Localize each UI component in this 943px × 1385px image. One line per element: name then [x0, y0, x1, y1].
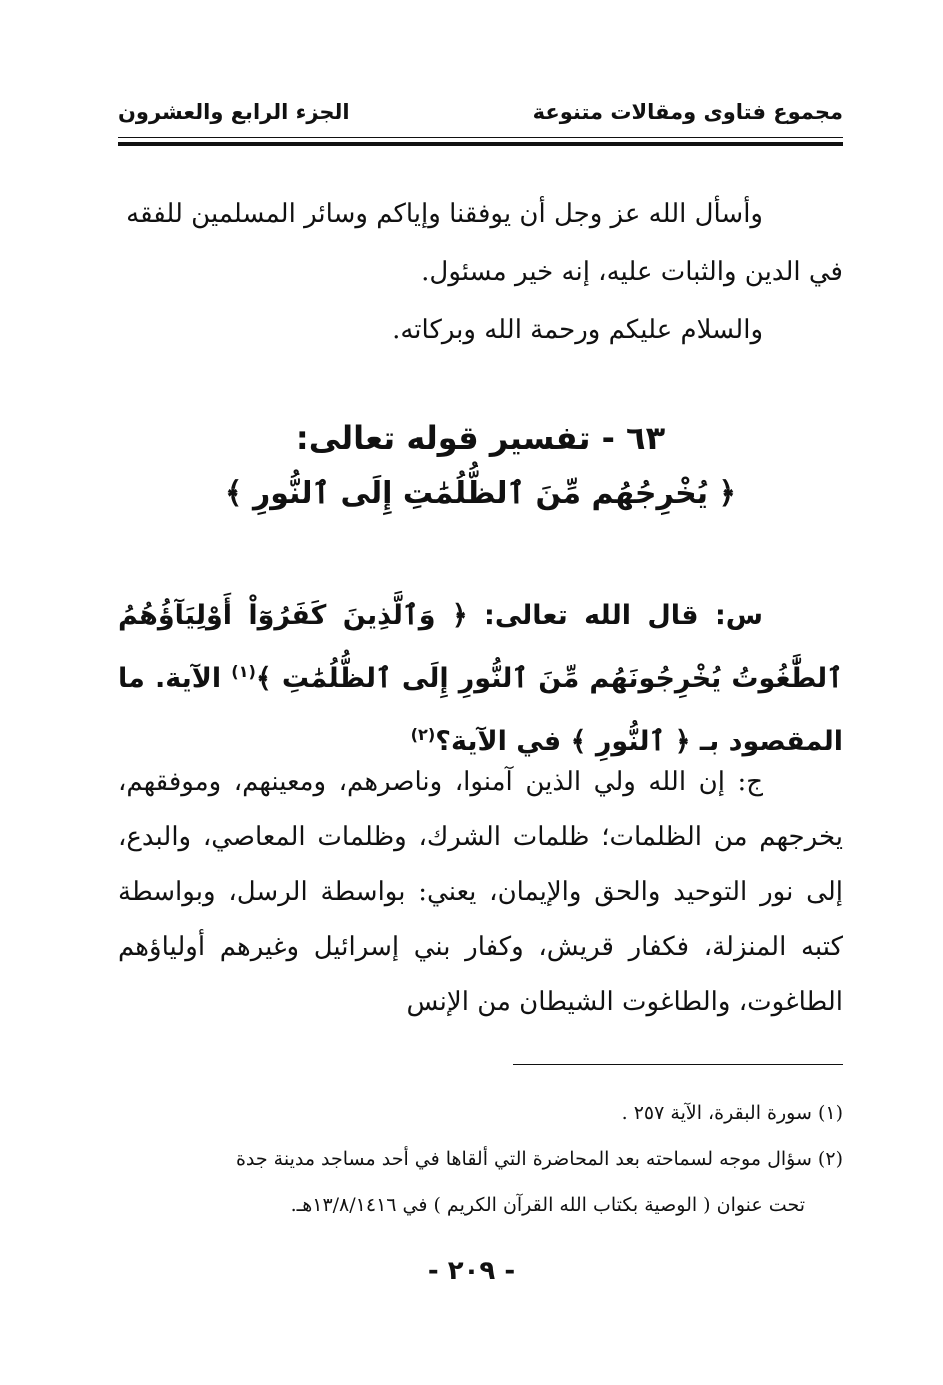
header-rule-thin: [118, 137, 843, 138]
footnote-1: (١) سورة البقرة، الآية ٢٥٧ .: [621, 1102, 843, 1124]
answer-text: ج: إن الله ولي الذين آمنوا، وناصرهم، ومعينهم، وموفقهم، يخرجهم من الظلمات؛ ظلمات الشرك، وظلمات المعاصي، والبدع، إلى نور التوحيد والحق والإيمان، يعني: بواسطة الرسل، وبواسطة كتبه المنزلة، فكفار قريش، وكفار بني إسرائيل وغيرهم أولياؤهم الطاغوت، والطاغوت الشيطان من الإنس: [118, 767, 843, 1017]
intro-line: في الدين والثبات عليه، إنه خير مسئول.: [421, 257, 843, 287]
section-title: ٦٣ - تفسير قوله تعالى:: [295, 419, 666, 457]
footnotes: [118, 1090, 843, 1228]
volume-label: الجزء الرابع والعشرون: [118, 100, 350, 124]
question-paragraph: [118, 588, 843, 770]
book-title: مجموع فتاوى ومقالات متنوعة: [532, 100, 843, 124]
closing-salutation: والسلام عليكم ورحمة الله وبركاته.: [392, 315, 763, 345]
page-number: - ٢٠٩ -: [427, 1256, 516, 1286]
section-verse: ﴿ يُخْرِجُهُم مِّنَ ٱلظُّلُمَٰتِ إِلَى ٱلنُّورِ ﴾: [224, 476, 737, 511]
footnote-2: (٢) سؤال موجه لسماحته بعد المحاضرة التي ألقاها في أحد مساجد مدينة جدة: [235, 1148, 843, 1170]
running-header: [118, 100, 843, 132]
intro-line: وأسأل الله عز وجل أن يوفقنا وإياكم وسائر المسلمين للفقه: [126, 199, 763, 229]
header-rule-thick: [118, 142, 843, 146]
answer-paragraph: [118, 755, 843, 1030]
footnote-ref-2: (٢): [410, 725, 436, 744]
question-text: س: قال الله تعالى: ﴿ وَٱلَّذِينَ كَفَرُوٓاْ أَوْلِيَآؤُهُمُ ٱلطَّٰغُوتُ يُخْرِجُونَهُم مِّنَ ٱلنُّورِ إِلَى ٱلظُّلُمَٰتِ ﴾: [118, 600, 843, 694]
footnote-separator: [513, 1064, 843, 1065]
section-heading: [118, 410, 843, 522]
question-text: الآية. ما المقصود بـ ﴿ ٱلنُّورِ ﴾ في الآية؟: [118, 663, 843, 757]
intro-paragraph: [118, 185, 843, 359]
footnote-2-continued: تحت عنوان ( الوصية بكتاب الله القرآن الكريم ) في ١٣/٨/١٤١٦هـ.: [290, 1194, 805, 1216]
footnote-ref-1: (١): [231, 662, 256, 681]
